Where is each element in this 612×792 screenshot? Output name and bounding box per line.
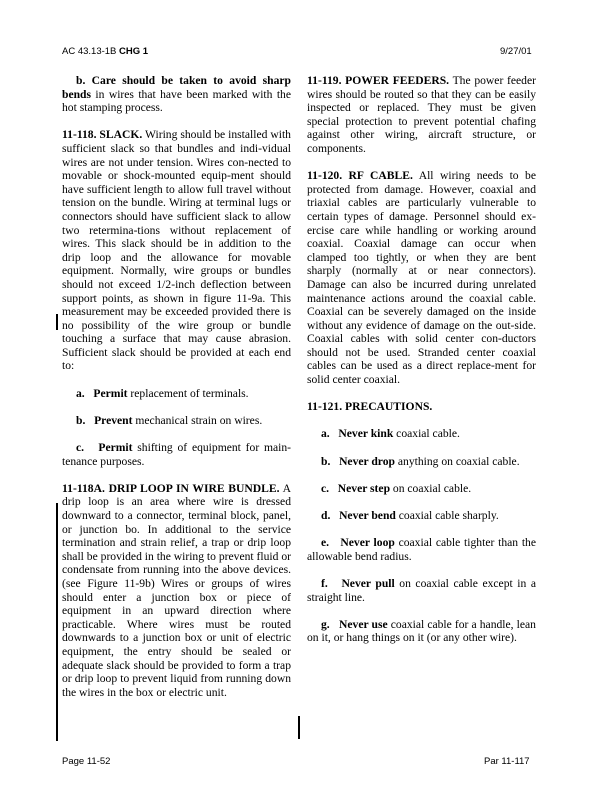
list-keyword: Never loop: [340, 536, 395, 550]
list-label: c.: [321, 481, 330, 495]
list-text: on coaxial cable except in a straight line.: [307, 576, 536, 604]
list-keyword: Permit: [93, 386, 128, 400]
list-label: c.: [76, 441, 85, 455]
list-label: e.: [321, 536, 330, 550]
paragraph-sharp-bends: [62, 74, 291, 115]
list-keyword: Permit: [98, 441, 133, 455]
list-label: b.: [321, 454, 331, 468]
list-text: on coaxial cable.: [390, 481, 472, 495]
header-doc-id-change: CHG 1: [119, 46, 149, 57]
section-heading: 11-120. RF CABLE.: [307, 169, 413, 183]
right-column: [307, 74, 536, 659]
section-heading: 11-118A. DRIP LOOP IN WIRE BUNDLE.: [62, 481, 280, 495]
list-keyword: Never step: [337, 481, 391, 495]
list-label: f.: [321, 576, 328, 590]
header-doc-id: [62, 46, 148, 58]
section-11-120: [307, 169, 536, 387]
revision-bar-center: [298, 716, 300, 739]
footer-paragraph-ref: Par 11-117: [484, 756, 530, 767]
revision-bar-left-upper: [56, 314, 58, 330]
section-heading: 11-118. SLACK.: [62, 128, 143, 142]
revision-bar-left-lower: [56, 503, 58, 741]
list-text: shifting of equipment for main-tenance purposes.: [62, 441, 291, 468]
section-body: Wiring should be installed with sufficient slack so that bundles and indi-vidual wires are not under tension. Wires con-nected to movable or shock-mounted equip-ment should have sufficient length to allow full travel without tension on the bundle. Wiring at terminal lugs or connectors should have sufficient slack to allow two retermina-tions without replacement of wires. This slack should be in addition to the drip loop and the allowance for movable equipment. Normally, wire groups or bundles should not exceed 1/2-inch deflection between support points, as shown in figure 11-9a. This measurement may be exceeded provided there is no possibility of the wire group or bundle touching a surface that may cause abrasion. Sufficient slack should be provided at each end to:: [62, 128, 291, 373]
precaution-item: [307, 482, 536, 496]
list-keyword: Never use: [339, 617, 388, 631]
list-text: replacement of terminals.: [127, 386, 249, 400]
list-text: anything on coaxial cable.: [395, 454, 520, 468]
list-text: coaxial cable sharply.: [395, 509, 499, 522]
precaution-item: [307, 455, 536, 469]
section-body: The power feeder wires should be routed so that they can be easily inspected or replaced. They must be given special protection to prevent potential chafing against other wiring, aircraft structure, or components.: [307, 74, 536, 155]
list-item-a: [62, 387, 291, 401]
list-label: a.: [76, 386, 85, 400]
header-date: 9/27/01: [500, 46, 532, 57]
section-11-118a: [62, 482, 291, 700]
list-keyword: Prevent: [94, 413, 133, 427]
list-keyword: Never bend: [339, 509, 396, 522]
list-keyword: Never drop: [339, 454, 395, 468]
precaution-item: [307, 509, 536, 523]
list-text: coaxial cable.: [393, 427, 460, 441]
list-label: d.: [321, 509, 331, 522]
list-keyword: Never pull: [341, 576, 395, 590]
section-11-118: [62, 128, 291, 373]
paragraph-lead: b. Care should be taken to avoid sharp bends: [62, 74, 291, 101]
list-label: a.: [321, 427, 330, 441]
precaution-item: [307, 536, 536, 563]
precaution-item: [307, 577, 536, 604]
section-11-119: [307, 74, 536, 156]
list-item-b: [62, 414, 291, 428]
list-label: g.: [321, 617, 330, 631]
list-text: coaxial cable for a handle, lean on it, or hang things on it (or any other wire).: [307, 617, 536, 645]
section-heading: 11-121. PRECAUTIONS.: [307, 400, 433, 414]
paragraph-body: in wires that have been marked with the hot stamping process.: [62, 87, 291, 115]
list-text: mechanical strain on wires.: [132, 413, 263, 427]
section-body: A drip loop is an area where wire is dressed downward to a connector, terminal block, panel, or junction bo. In additional to the service termination and strain relief, a trap or drip loop shall be provided in the wiring to prevent fluid or condensate from running into the above devices. (see Figure 11-9b) Wires or groups of wires should enter a junction box or piece of equipment in an upward direction where practicable. Where wires must be routed downwards to a junction box or unit of electric equipment, the entry should be sealed or adequate slack should be provided to form a trap or drip loop to prevent liquid from running down the wires in the box or electric unit.: [62, 481, 291, 699]
section-11-121: [307, 400, 536, 414]
section-heading: 11-119. POWER FEEDERS.: [307, 74, 450, 87]
left-column: [62, 74, 291, 713]
precaution-item: [307, 618, 536, 645]
section-body: All wiring needs to be protected from damage. However, coaxial and triaxial cables are particularly vulnerable to certain types of damage. Personnel should ex-ercise care while handling or working around coaxial. Coaxial damage can occur when clamped too tightly, or when they are bent sharply (normally at or near connectors). Damage can also be incurred during unrelated maintenance actions around the coaxial cable. Coaxial can be severely damaged on the inside without any evidence of damage on the out-side. Coaxial cables with solid center con-ductors should not be used. Stranded center coaxial cables can be used as a direct replace-ment for solid center coaxial.: [307, 169, 536, 387]
precaution-item: [307, 427, 536, 441]
list-keyword: Never kink: [338, 427, 394, 441]
header-doc-id-prefix: AC 43.13-1B: [62, 46, 120, 57]
list-text: coaxial cable tighter than the allowable bend radius.: [307, 536, 536, 563]
list-label: b.: [76, 413, 86, 427]
list-item-c: [62, 441, 291, 468]
footer-page-number: Page 11-52: [62, 756, 111, 767]
